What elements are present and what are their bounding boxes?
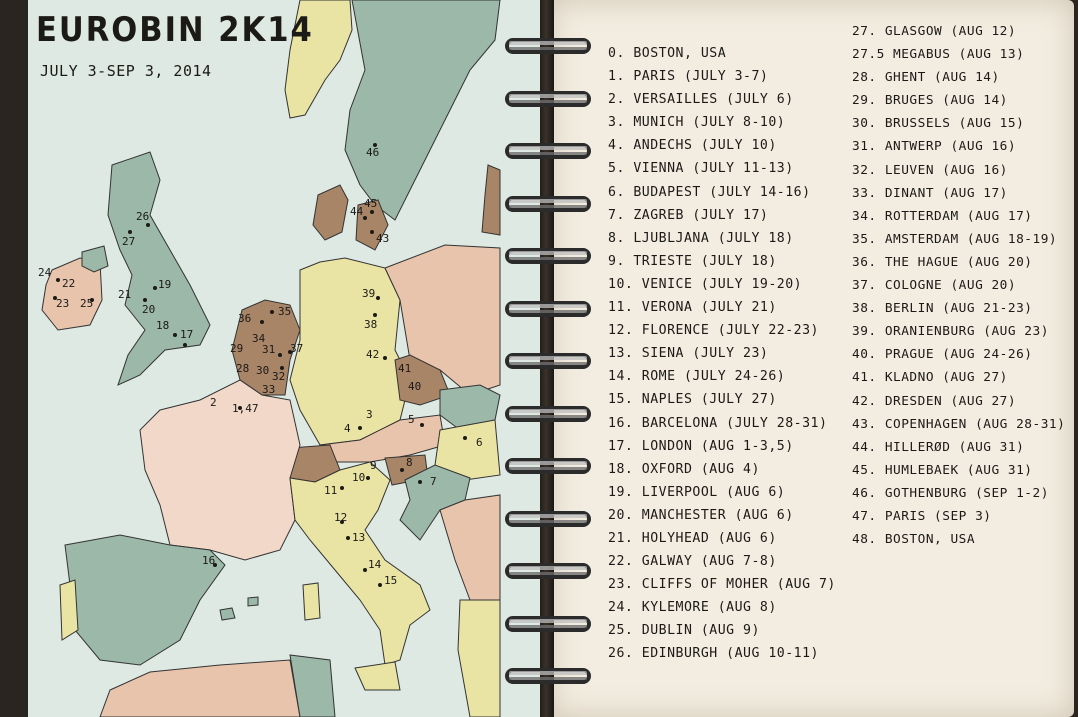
stop-dot	[463, 436, 467, 440]
spiral-ring	[505, 614, 591, 634]
stop-dot	[340, 486, 344, 490]
map-label: 5	[408, 413, 415, 426]
list-item: 39. ORANIENBURG (AUG 23)	[852, 324, 1049, 340]
map-label: 45	[364, 197, 378, 210]
list-item: 11. VERONA (JULY 21)	[608, 300, 777, 316]
map-label: 4	[344, 422, 351, 435]
stop-dot	[153, 286, 157, 290]
list-item: 27.5 MEGABUS (AUG 13)	[852, 47, 1025, 63]
stop-dot	[358, 426, 362, 430]
list-item: 8. LJUBLJANA (JULY 18)	[608, 230, 794, 246]
map-label: 36	[238, 312, 252, 325]
spiral-ring	[505, 351, 591, 371]
map-label: 21	[118, 288, 132, 301]
spiral-ring	[505, 666, 591, 686]
map-label: 42	[366, 348, 380, 361]
stop-dot	[378, 583, 382, 587]
map-label: 9	[370, 459, 377, 472]
stop-dot	[376, 296, 380, 300]
spiral-ring	[505, 561, 591, 581]
list-item: 31. ANTWERP (AUG 16)	[852, 139, 1017, 155]
spiral-ring	[505, 89, 591, 109]
map-label: 23	[56, 297, 70, 310]
list-item: 35. AMSTERDAM (AUG 18-19)	[852, 231, 1058, 247]
spiral-ring	[505, 299, 591, 319]
list-item: 34. ROTTERDAM (AUG 17)	[852, 208, 1033, 224]
spiral-ring	[505, 404, 591, 424]
map-label: 35	[278, 305, 292, 318]
map-label: 20	[142, 303, 156, 316]
list-item: 3. MUNICH (JULY 8-10)	[608, 115, 786, 131]
map-label: 32	[272, 370, 286, 383]
list-item: 18. OXFORD (AUG 4)	[608, 461, 760, 477]
list-item: 6. BUDAPEST (JULY 14-16)	[608, 184, 811, 200]
stop-dot	[278, 353, 282, 357]
map-label: 3	[366, 408, 373, 421]
list-item: 48. BOSTON, USA	[852, 532, 976, 548]
map-label: 22	[62, 277, 76, 290]
list-item: 26. EDINBURGH (AUG 10-11)	[608, 646, 819, 662]
spiral-ring	[505, 141, 591, 161]
list-item: 32. LEUVEN (AUG 16)	[852, 162, 1008, 178]
country-germany	[290, 258, 410, 445]
stop-dot	[363, 568, 367, 572]
map-label: 26	[136, 210, 150, 223]
stop-dot	[366, 476, 370, 480]
stop-dot	[400, 468, 404, 472]
map-label: 6	[476, 436, 483, 449]
stop-dot	[420, 423, 424, 427]
list-item: 42. DRESDEN (AUG 27)	[852, 393, 1017, 409]
stop-dot	[370, 230, 374, 234]
list-item: 7. ZAGREB (JULY 17)	[608, 207, 769, 223]
list-item: 24. KYLEMORE (AUG 8)	[608, 600, 777, 616]
map-label: 43	[376, 232, 390, 245]
stop-dot	[146, 223, 150, 227]
map-label: 1,47	[232, 402, 259, 415]
list-item: 22. GALWAY (AUG 7-8)	[608, 554, 777, 570]
list-item: 20. MANCHESTER (AUG 6)	[608, 507, 794, 523]
map-label: 10	[352, 471, 366, 484]
stop-dot	[363, 216, 367, 220]
map-label: 13	[352, 531, 366, 544]
list-item: 37. COLOGNE (AUG 20)	[852, 278, 1017, 294]
list-item: 10. VENICE (JULY 19-20)	[608, 276, 803, 292]
list-item: 28. GHENT (AUG 14)	[852, 70, 1000, 86]
list-item: 44. HILLERØD (AUG 31)	[852, 439, 1025, 455]
map-label: 38	[364, 318, 378, 331]
map-label: 31	[262, 343, 276, 356]
stop-dot	[370, 210, 374, 214]
map-label: 16	[202, 554, 216, 567]
map-label: 7	[430, 475, 437, 488]
list-item: 4. ANDECHS (JULY 10)	[608, 138, 777, 154]
page-title: EUROBIN 2K14	[36, 10, 314, 50]
stop-dot	[183, 343, 187, 347]
list-item: 5. VIENNA (JULY 11-13)	[608, 161, 794, 177]
stop-dot	[270, 310, 274, 314]
stop-dot	[346, 536, 350, 540]
list-item: 21. HOLYHEAD (AUG 6)	[608, 530, 777, 546]
list-item: 38. BERLIN (AUG 21-23)	[852, 301, 1033, 317]
list-item: 2. VERSAILLES (JULY 6)	[608, 92, 794, 108]
map-label: 2	[210, 396, 217, 409]
map-label: 37	[290, 342, 304, 355]
map-label: 39	[362, 287, 376, 300]
spiral-ring	[505, 194, 591, 214]
list-item: 47. PARIS (SEP 3)	[852, 508, 992, 524]
list-item: 13. SIENA (JULY 23)	[608, 346, 769, 362]
map-label: 46	[366, 146, 380, 159]
map-label: 33	[262, 383, 276, 396]
stop-dot	[143, 298, 147, 302]
map-label: 17	[180, 328, 194, 341]
list-item: 33. DINANT (AUG 17)	[852, 185, 1008, 201]
list-item: 1. PARIS (JULY 3-7)	[608, 69, 769, 85]
map-label: 15	[384, 574, 398, 587]
map-label: 34	[252, 332, 266, 345]
map-label: 18	[156, 319, 170, 332]
stop-dot	[373, 313, 377, 317]
list-item: 29. BRUGES (AUG 14)	[852, 93, 1008, 109]
list-item: 43. COPENHAGEN (AUG 28-31)	[852, 416, 1066, 432]
list-item: 19. LIVERPOOL (AUG 6)	[608, 484, 786, 500]
list-item: 27. GLASGOW (AUG 12)	[852, 24, 1017, 39]
map-label: 25	[80, 297, 94, 310]
map-label: 11	[324, 484, 338, 497]
list-item: 9. TRIESTE (JULY 18)	[608, 253, 777, 269]
spiral-ring	[505, 36, 591, 56]
trip-dates: JULY 3-SEP 3, 2014	[40, 62, 212, 80]
map-label: 8	[406, 456, 413, 469]
itinerary-list-right	[852, 20, 1065, 551]
list-item: 17. LONDON (AUG 1-3,5)	[608, 438, 794, 454]
spiral-ring	[505, 456, 591, 476]
map-label: 19	[158, 278, 172, 291]
map-label: 40	[408, 380, 422, 393]
list-item: 0. BOSTON, USA	[608, 46, 727, 61]
list-item: 40. PRAGUE (AUG 24-26)	[852, 347, 1033, 363]
map-label: 29	[230, 342, 244, 355]
list-item: 25. DUBLIN (AUG 9)	[608, 623, 760, 639]
list-item: 30. BRUSSELS (AUG 15)	[852, 116, 1025, 132]
list-item: 45. HUMLEBAEK (AUG 31)	[852, 462, 1033, 478]
country-portugal	[60, 580, 78, 640]
list-item: 15. NAPLES (JULY 27)	[608, 392, 777, 408]
list-item: 46. GOTHENBURG (SEP 1-2)	[852, 485, 1049, 501]
map-label: 24	[38, 266, 52, 279]
map-label: 41	[398, 362, 412, 375]
stop-dot	[128, 230, 132, 234]
map-label: 12	[334, 511, 348, 524]
map-label: 14	[368, 558, 382, 571]
map-label: 44	[350, 205, 364, 218]
spiral-ring	[505, 509, 591, 529]
map-label: 28	[236, 362, 250, 375]
itinerary-list-left	[608, 42, 836, 666]
island-sardinia	[303, 583, 320, 620]
list-item: 23. CLIFFS OF MOHER (AUG 7)	[608, 577, 836, 593]
list-item: 41. KLADNO (AUG 27)	[852, 370, 1008, 386]
stop-dot	[260, 320, 264, 324]
spiral-ring	[505, 246, 591, 266]
stop-dot	[173, 333, 177, 337]
list-item: 36. THE HAGUE (AUG 20)	[852, 254, 1033, 270]
map-label: 30	[256, 364, 270, 377]
list-item: 14. ROME (JULY 24-26)	[608, 369, 786, 385]
europe-map	[28, 0, 540, 717]
stop-dot	[418, 480, 422, 484]
list-item: 12. FLORENCE (JULY 22-23)	[608, 323, 819, 339]
map-label: 27	[122, 235, 136, 248]
list-item: 16. BARCELONA (JULY 28-31)	[608, 415, 828, 431]
stop-dot	[383, 356, 387, 360]
stop-dot	[56, 278, 60, 282]
